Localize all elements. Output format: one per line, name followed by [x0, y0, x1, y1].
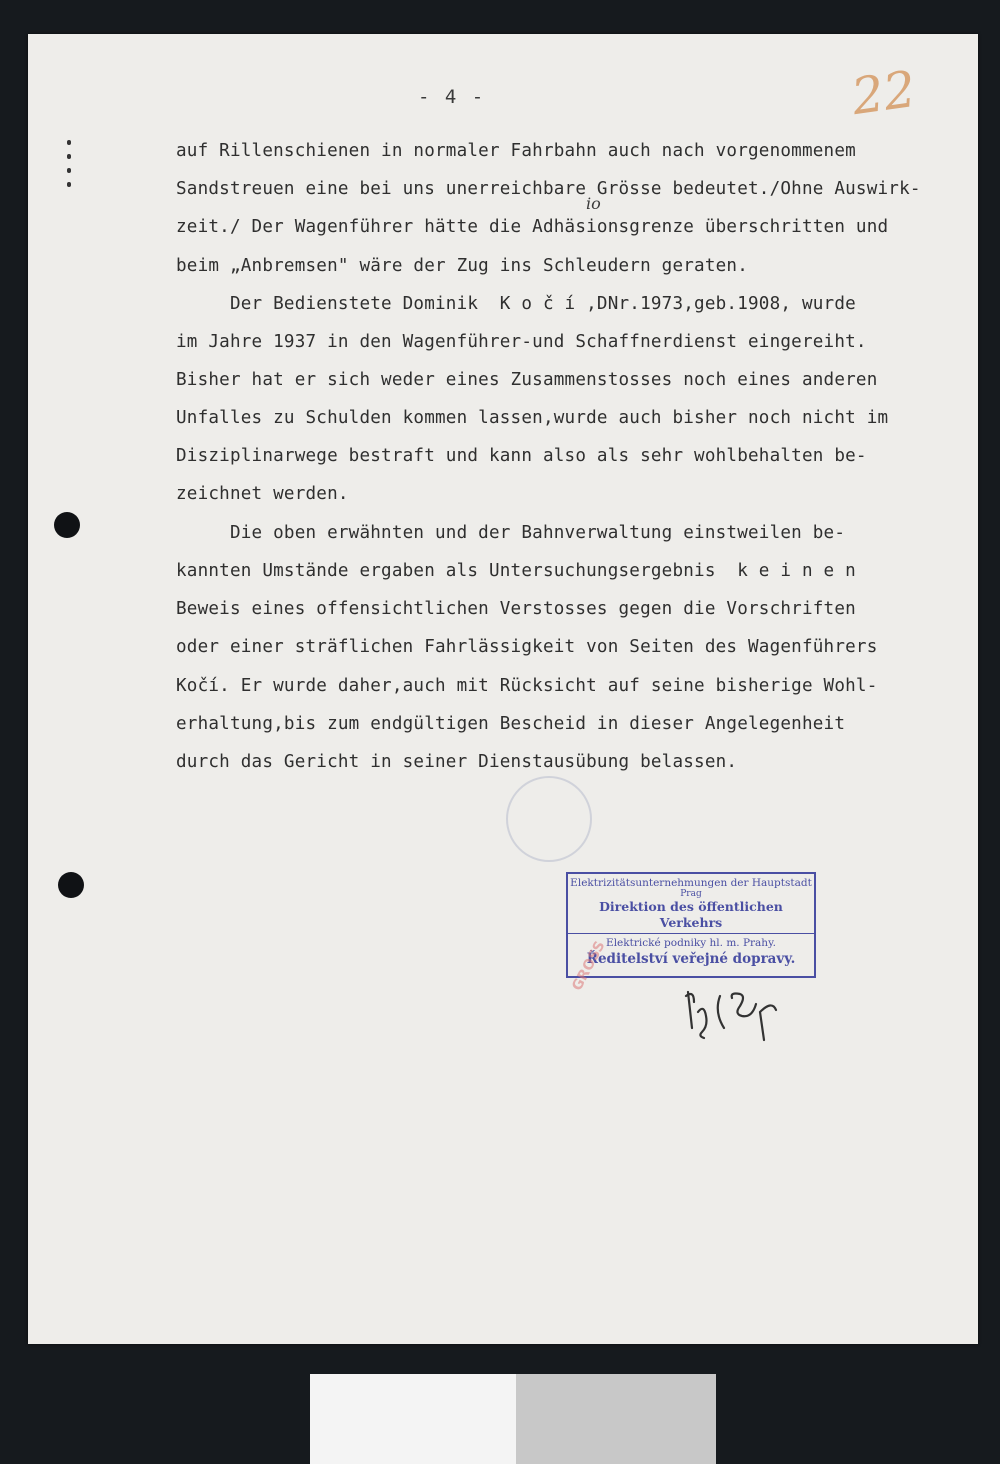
body-line-5: Der Bedienstete Dominik K o č í ,DNr.1973,geb.1908, wurde: [176, 294, 856, 314]
scan-calibration-card-grey: [516, 1374, 716, 1464]
scan-calibration-card-white: [310, 1374, 516, 1464]
stamp-line-2: Prag: [680, 889, 702, 899]
punch-hole-bottom: [58, 872, 84, 898]
body-line-2: Sandstreuen eine bei uns unerreichbare Grösse bedeutet./Ohne Auswirk-: [176, 179, 921, 199]
stamp-divider: [568, 933, 814, 934]
body-line-10: zeichnet werden.: [176, 484, 349, 504]
faint-round-stamp: [506, 776, 592, 862]
body-line-9: Disziplinarwege bestraft und kann also als sehr wohlbehalten be-: [176, 446, 867, 466]
stamp-line-1: Elektrizitätsunternehmungen der Hauptstadt: [570, 877, 812, 889]
stamp-line-4: Elektrické podniky hl. m. Prahy.: [606, 937, 776, 949]
body-line-14: oder einer sträflichen Fahrlässigkeit von Seiten des Wagenführers: [176, 637, 878, 657]
body-line-3: zeit./ Der Wagenführer hätte die Adhäsionsgrenze überschritten und: [176, 217, 889, 237]
body-line-8: Unfalles zu Schulden kommen lassen,wurde auch bisher noch nicht im: [176, 408, 889, 428]
punch-hole-top: [54, 512, 80, 538]
body-line-13: Beweis eines offensichtlichen Verstosses gegen die Vorschriften: [176, 599, 856, 619]
handwritten-correction: io: [586, 194, 601, 213]
red-stamp-mark: GROSS: [569, 938, 609, 994]
body-line-6: im Jahre 1937 in den Wagenführer-und Schaffnerdienst eingereiht.: [176, 332, 867, 352]
body-line-7: Bisher hat er sich weder eines Zusammenstosses noch eines anderen: [176, 370, 878, 390]
margin-punch-marks: [64, 140, 74, 190]
body-line-4: beim „Anbremsen" wäre der Zug ins Schleudern geraten.: [176, 256, 748, 276]
folio-number: 22: [848, 59, 920, 127]
office-stamp: [566, 872, 816, 978]
body-line-17: durch das Gericht in seiner Dienstausübung belassen.: [176, 752, 738, 772]
body-line-16: erhaltung,bis zum endgültigen Bescheid in dieser Angelegenheit: [176, 714, 846, 734]
signature: [680, 982, 790, 1042]
page-number: - 4 -: [418, 86, 486, 108]
body-line-1: auf Rillenschienen in normaler Fahrbahn auch nach vorgenommenem: [176, 141, 856, 161]
body-line-12: kannten Umstände ergaben als Untersuchungsergebnis k e i n e n: [176, 561, 856, 581]
body-line-15: Kočí. Er wurde daher,auch mit Rücksicht auf seine bisherige Wohl-: [176, 676, 878, 696]
body-line-11: Die oben erwähnten und der Bahnverwaltung einstweilen be-: [176, 523, 846, 543]
stamp-line-3: Direktion des öffentlichen Verkehrs: [599, 899, 783, 930]
stamp-line-5: Ředitelství veřejné dopravy.: [586, 951, 796, 967]
